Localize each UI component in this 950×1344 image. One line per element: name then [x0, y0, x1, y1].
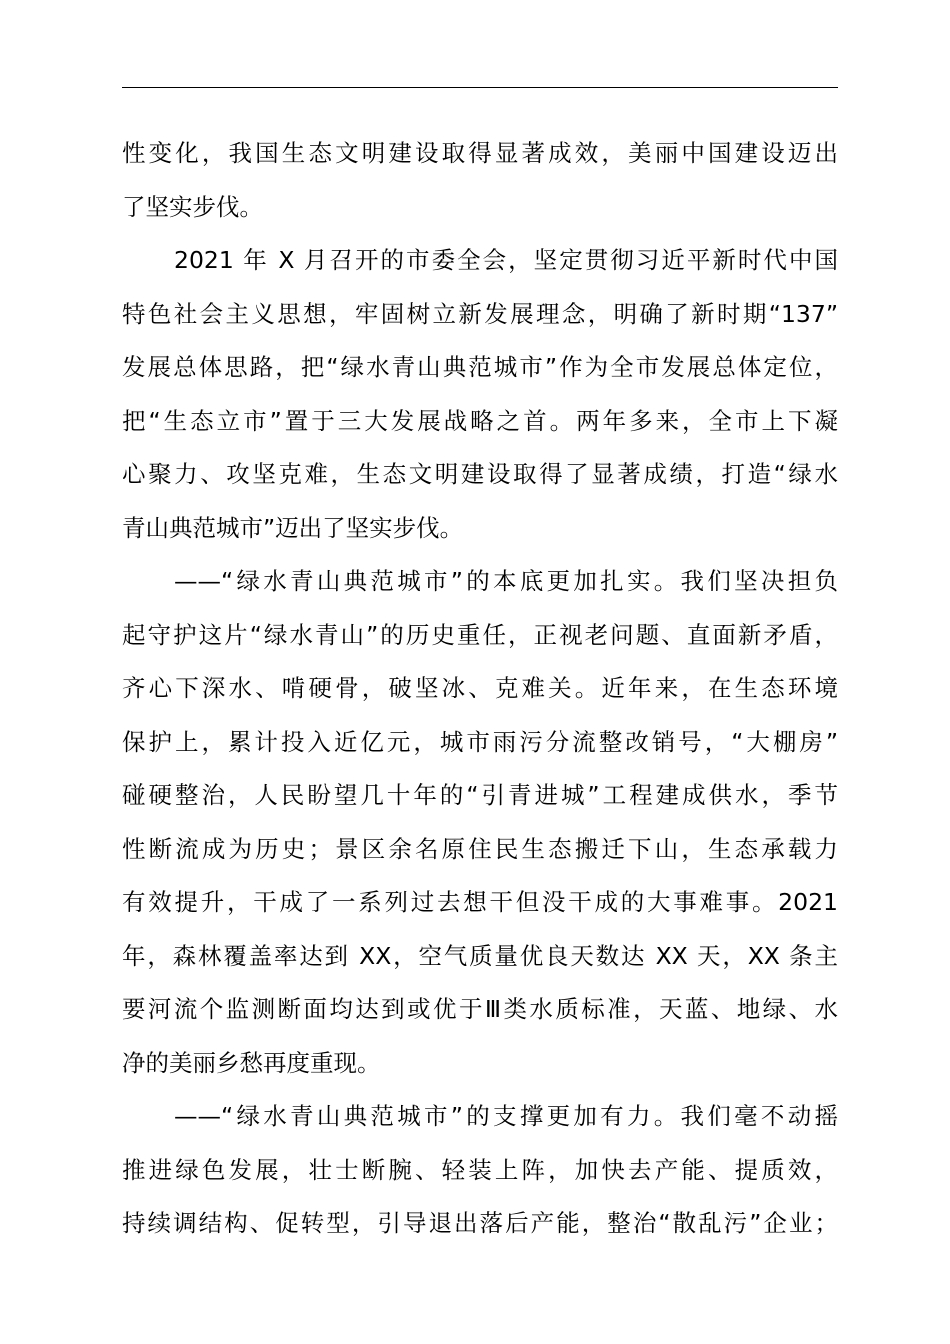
text-line: 了坚实步伐。 [122, 192, 263, 221]
text-line: 有效提升，干成了一系列过去想干但没干成的大事难事。2021 [122, 888, 838, 916]
text-line: 2021 年 X 月召开的市委全会，坚定贯彻习近平新时代中国 [174, 246, 838, 274]
text-line: 青山典范城市”迈出了坚实步伐。 [122, 513, 464, 542]
text-line: 性变化，我国生态文明建设取得显著成效，美丽中国建设迈出 [122, 139, 838, 167]
body-text [122, 127, 838, 1251]
text-line: 净的美丽乡愁再度重现。 [122, 1048, 381, 1077]
text-line: 要河流个监测断面均达到或优于Ⅲ类水质标准，天蓝、地绿、水 [122, 995, 838, 1023]
text-line: 起守护这片“绿水青山”的历史重任，正视老问题、直面新矛盾， [122, 620, 838, 649]
text-line: 心聚力、攻坚克难，生态文明建设取得了显著成绩，打造“绿水 [122, 460, 838, 488]
text-line: 碰硬整治，人民盼望几十年的“引青进城”工程建成供水，季节 [122, 781, 838, 809]
text-line: 性断流成为历史；景区余名原住民生态搬迁下山，生态承载力 [122, 834, 838, 863]
text-line: ——“绿水青山典范城市”的本底更加扎实。我们坚决担负 [174, 567, 838, 595]
text-line: 发展总体思路，把“绿水青山典范城市”作为全市发展总体定位， [122, 353, 838, 381]
header-rule [122, 87, 838, 88]
text-line: 推进绿色发展，壮士断腕、轻装上阵，加快去产能、提质效， [122, 1155, 838, 1184]
text-line: 保护上，累计投入近亿元，城市雨污分流整改销号，“大棚房” [122, 727, 838, 756]
text-line: 特色社会主义思想，牢固树立新发展理念，明确了新时期“137” [122, 299, 838, 328]
text-line: 把“生态立市”置于三大发展战略之首。两年多来，全市上下凝 [122, 406, 838, 435]
text-line: 年，森林覆盖率达到 XX，空气质量优良天数达 XX 天，XX 条主 [122, 941, 838, 970]
text-line: ——“绿水青山典范城市”的支撑更加有力。我们毫不动摇 [174, 1102, 838, 1130]
text-line: 齐心下深水、啃硬骨，破坚冰、克难关。近年来，在生态环境 [122, 674, 838, 702]
text-line: 持续调结构、促转型，引导退出落后产能，整治“散乱污”企业； [122, 1209, 838, 1237]
